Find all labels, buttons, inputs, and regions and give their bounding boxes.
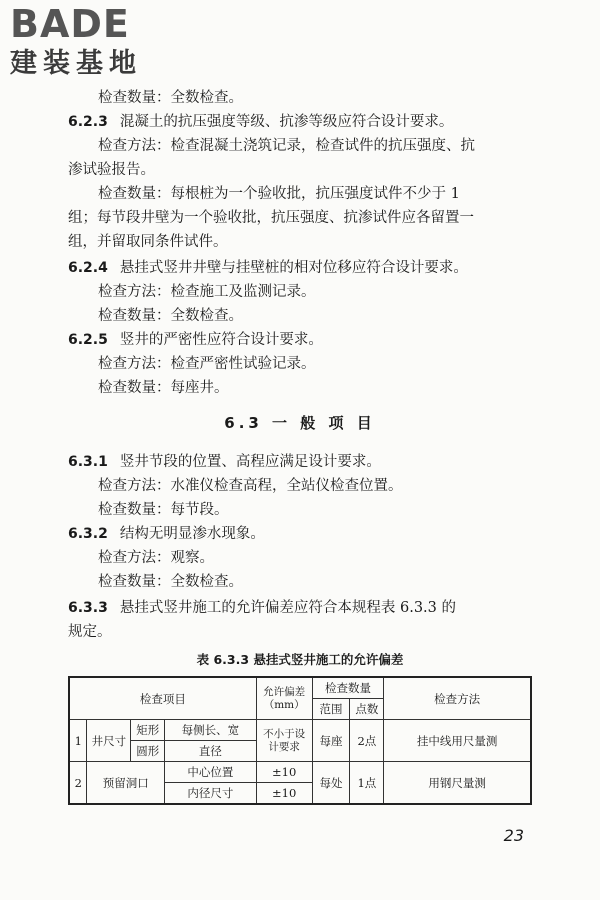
- text-line: 检查数量：每节段。: [98, 502, 229, 518]
- table-row: [69, 762, 531, 783]
- clause-6-3-1: [68, 452, 381, 472]
- clause-number: 6.3.2: [68, 526, 108, 542]
- text-line: 检查方法：观察。: [98, 550, 214, 566]
- clause-6-2-4: [68, 258, 468, 278]
- text-line: 检查方法：检查严密性试验记录。: [98, 356, 316, 372]
- clause-text: 悬挂式竖井井壁与挂壁桩的相对位移应符合设计要求。: [119, 260, 468, 276]
- table-row: [69, 720, 531, 741]
- clause-text: 悬挂式竖井施工的允许偏差应符合本规程表 6.3.3 的: [119, 600, 456, 616]
- clause-6-2-5: [68, 330, 323, 350]
- section-title: 6.3 一 般 项 目: [224, 414, 376, 432]
- text-line: 组，并留取同条件试件。: [68, 234, 228, 250]
- row-range: 每处: [312, 762, 350, 805]
- row-deviation: 不小于设计要求: [256, 720, 312, 762]
- text-line: 检查方法：水准仪检查高程，全站仪检查位置。: [98, 478, 403, 494]
- text-line: 检查方法：检查混凝土浇筑记录，检查试件的抗压强度、抗: [98, 138, 475, 154]
- bade-logo: [10, 4, 190, 86]
- row-method: 用钢尺量测: [384, 762, 531, 805]
- row-method: 挂中线用尺量测: [384, 720, 531, 762]
- row-range: 每座: [312, 720, 350, 762]
- row-sub-detail: 直径: [165, 741, 257, 762]
- row-sub-shape: 矩形: [131, 720, 165, 741]
- header-deviation: [256, 677, 312, 720]
- clause-text: 竖井节段的位置、高程应满足设计要求。: [119, 454, 381, 470]
- row-number: 2: [69, 762, 87, 805]
- row-sub-detail: 每侧长、宽: [165, 720, 257, 741]
- page-number: 23: [503, 826, 524, 845]
- text-line: 检查数量：全数检查。: [98, 90, 243, 106]
- row-sub-shape: 圆形: [131, 741, 165, 762]
- logo-text-top: BADE: [10, 2, 130, 46]
- clause-number: 6.2.5: [68, 332, 108, 348]
- deviation-table: [68, 676, 532, 805]
- row-sub-detail: 内径尺寸: [165, 783, 257, 805]
- text-line: 检查数量：全数检查。: [98, 574, 243, 590]
- row-points: 2点: [350, 720, 384, 762]
- header-deviation-label: 允许偏差: [263, 685, 306, 698]
- text-line: 规定。: [68, 624, 112, 640]
- row-item: 井尺寸: [87, 720, 131, 762]
- row-sub-detail: 中心位置: [165, 762, 257, 783]
- header-deviation-unit: （mm）: [263, 698, 305, 711]
- header-item: 检查项目: [69, 677, 256, 720]
- header-quantity: 检查数量: [312, 677, 384, 699]
- row-deviation: ±10: [256, 783, 312, 805]
- row-item: 预留洞口: [87, 762, 165, 805]
- header-method: 检查方法: [384, 677, 531, 720]
- row-deviation: ±10: [256, 762, 312, 783]
- clause-text: 混凝土的抗压强度等级、抗渗等级应符合设计要求。: [119, 114, 454, 130]
- logo-text-bottom: 建装基地: [10, 48, 142, 79]
- clause-number: 6.3.1: [68, 454, 108, 470]
- clause-number: 6.3.3: [68, 600, 108, 616]
- row-number: 1: [69, 720, 87, 762]
- clause-text: 竖井的严密性应符合设计要求。: [119, 332, 323, 348]
- header-points: 点数: [350, 699, 384, 720]
- clause-number: 6.2.4: [68, 260, 108, 276]
- clause-text: 结构无明显渗水现象。: [119, 526, 265, 542]
- row-points: 1点: [350, 762, 384, 805]
- text-line: 检查数量：每根桩为一个验收批，抗压强度试件不少于 1: [98, 186, 460, 202]
- text-line: 组；每节段井壁为一个验收批，抗压强度、抗渗试件应各留置一: [68, 210, 474, 226]
- clause-6-3-3: [68, 598, 456, 618]
- text-line: 检查方法：检查施工及监测记录。: [98, 284, 316, 300]
- clause-6-2-3: [68, 112, 453, 132]
- clause-6-3-2: [68, 524, 265, 544]
- clause-number: 6.2.3: [68, 114, 108, 130]
- header-range: 范围: [312, 699, 350, 720]
- table-header-row: [69, 677, 531, 699]
- text-line: 检查数量：全数检查。: [98, 308, 243, 324]
- table-caption: 表 6.3.3 悬挂式竖井施工的允许偏差: [196, 652, 404, 667]
- text-line: 渗试验报告。: [68, 162, 155, 178]
- text-line: 检查数量：每座井。: [98, 380, 229, 396]
